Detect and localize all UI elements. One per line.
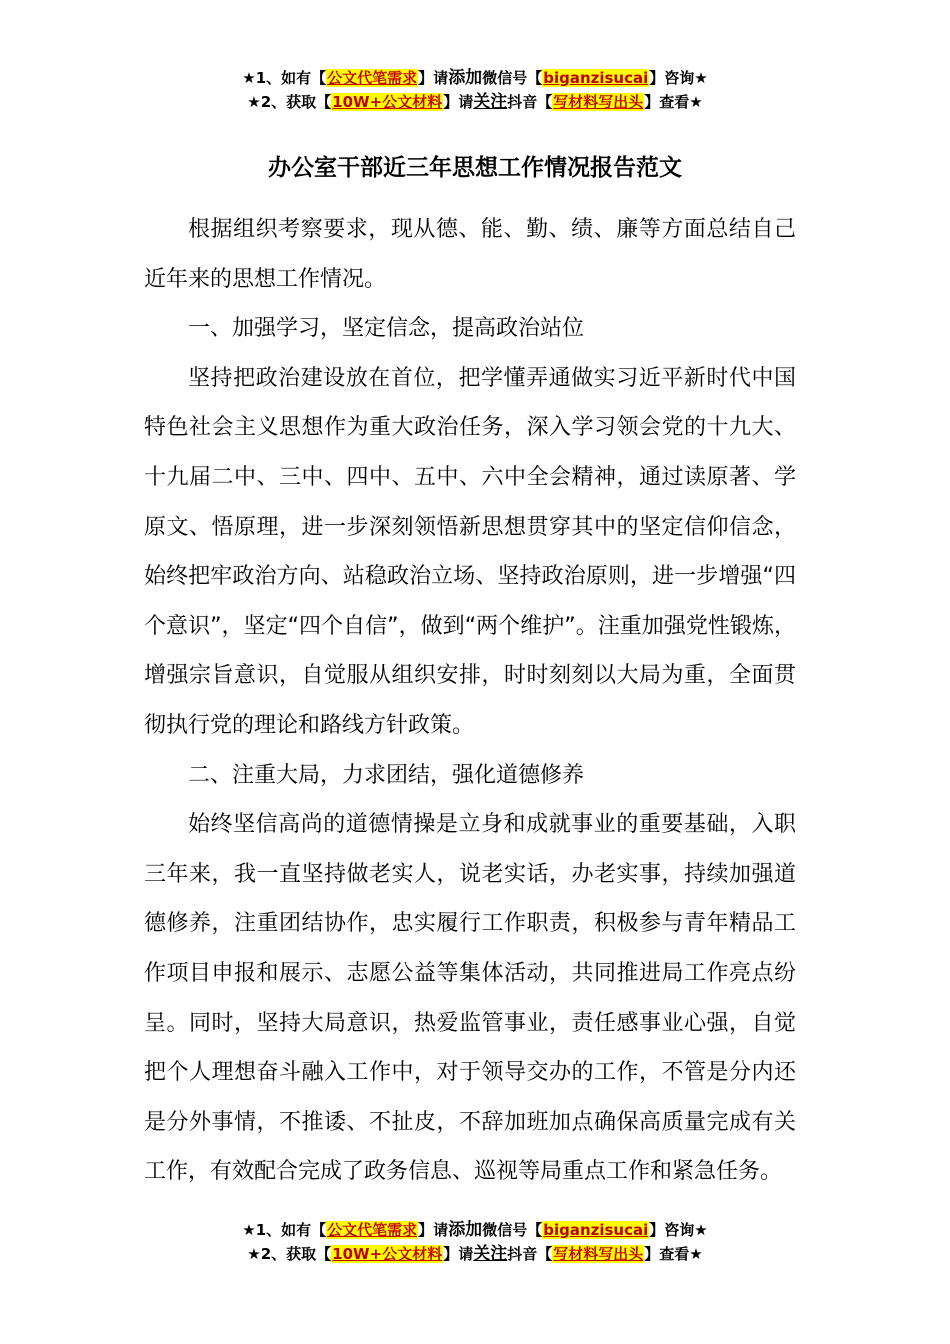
banner-text: 】请 [443,1245,474,1263]
banner-highlight: 公文代笔需求 [327,69,418,87]
banner-text: ★1、如有【 [242,69,327,87]
banner-text: 】请 [418,1221,449,1239]
banner-text: 】咨询★ [649,1221,708,1239]
paragraph-intro: 根据组织考察要求，现从德、能、勤、绩、廉等方面总结自己近年来的思想工作情况。 [144,217,796,292]
banner-text: 】咨询★ [649,69,708,87]
banner-highlight: 写材料写出头 [553,93,644,111]
banner-highlight: 10W+公文材料 [332,1245,443,1263]
banner-text: ★2、获取【 [247,1245,332,1263]
section-heading-1: 一、加强学习，坚定信念，提高政治站位 [188,316,585,342]
banner-emphasis: 添加 [448,1220,483,1240]
paragraph-section-2: 始终坚信高尚的道德情操是立身和成就事业的重要基础，入职三年来，我一直坚持做老实人，说老实话，办老实事，持续加强道德修养，注重团结协作，忠实履行工作职责，积极参与青年精品工作项目申报和展示、志愿公益等集体活动，共同推进局工作亮点纷呈。同时，坚持大局意识，热爱监管事业，责任感事业心强，自觉把个人理想奋斗融入工作中，对于领导交办的工作，不管是分内还是分外事情，不推诿、不扯皮，不辞加班加点确保高质量完成有关工作，有效配合完成了政务信息、巡视等局重点工作和紧急任务。 [144,812,796,1185]
banner-line-1 [0,66,950,90]
document-title: 办公室干部近三年思想工作情况报告范文 [268,155,682,181]
banner-text: 微信号【 [482,1221,543,1239]
banner-text: 微信号【 [482,69,543,87]
banner-text: 抖音【 [507,93,553,111]
banner-text: 抖音【 [507,1245,553,1263]
header-banner [0,66,950,114]
banner-emphasis: 添加 [448,68,483,88]
footer-line-2 [0,1242,950,1266]
banner-line-2 [0,90,950,114]
banner-highlight: 写材料写出头 [553,1245,644,1263]
banner-highlight: biganzisucai [543,69,649,87]
footer-line-1 [0,1218,950,1242]
banner-highlight: 公文代笔需求 [327,1221,418,1239]
banner-text: 】请 [443,93,474,111]
banner-text: ★2、获取【 [247,93,332,111]
footer-banner [0,1218,950,1266]
banner-highlight: biganzisucai [543,1221,649,1239]
document-body [144,205,796,1197]
section-heading-2: 二、注重大局，力求团结，强化道德修养 [188,762,585,788]
banner-highlight: 10W+公文材料 [332,93,443,111]
banner-text: 】查看★ [644,1245,703,1263]
paragraph-section-1: 坚持把政治建设放在首位，把学懂弄通做实习近平新时代中国特色社会主义思想作为重大政治任务，深入学习领会党的十九大、十九届二中、三中、四中、五中、六中全会精神，通过读原著、学原文、悟原理，进一步深刻领悟新思想贯穿其中的坚定信仰信念，始终把牢政治方向、站稳政治立场、坚持政治原则，进一步增强“四个意识”，坚定“四个自信”，做到“两个维护”。注重加强党性锻炼，增强宗旨意识，自觉服从组织安排，时时刻刻以大局为重，全面贯彻执行党的理论和路线方针政策。 [144,365,796,738]
banner-text: ★1、如有【 [242,1221,327,1239]
banner-emphasis: 关注 [473,1244,508,1264]
banner-text: 】请 [418,69,449,87]
banner-text: 】查看★ [644,93,703,111]
banner-emphasis: 关注 [473,92,508,112]
